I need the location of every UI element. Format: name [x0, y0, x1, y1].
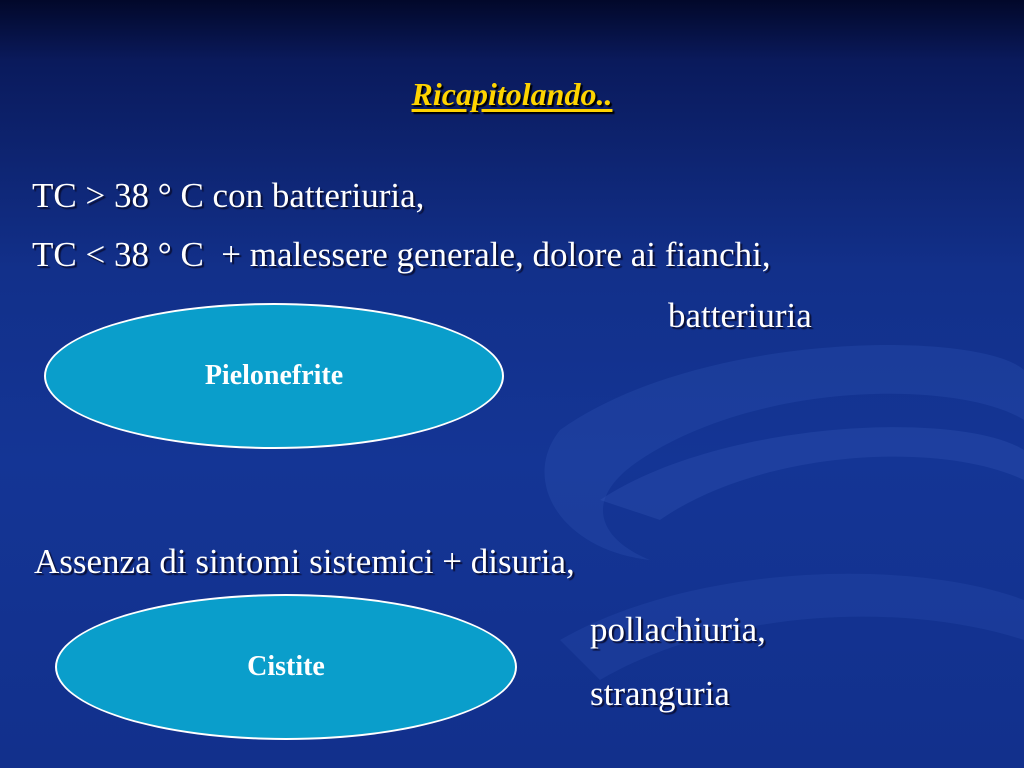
text-line-6: stranguria [590, 674, 730, 713]
slide-title: Ricapitolando.. [411, 76, 613, 112]
diagnosis-bubble-cistite: Cistite [55, 594, 517, 740]
text-line-4: Assenza di sintomi sistemici + disuria, [34, 542, 575, 581]
text-line-2: TC < 38 ° C + malessere generale, dolore ai fianchi, [32, 235, 771, 274]
text-line-5: pollachiuria, [590, 610, 766, 649]
text-line-1: TC > 38 ° C con batteriuria, [32, 176, 425, 215]
diagnosis-bubble-pielonefrite: Pielonefrite [44, 303, 504, 449]
text-line-3: batteriuria [668, 296, 812, 335]
